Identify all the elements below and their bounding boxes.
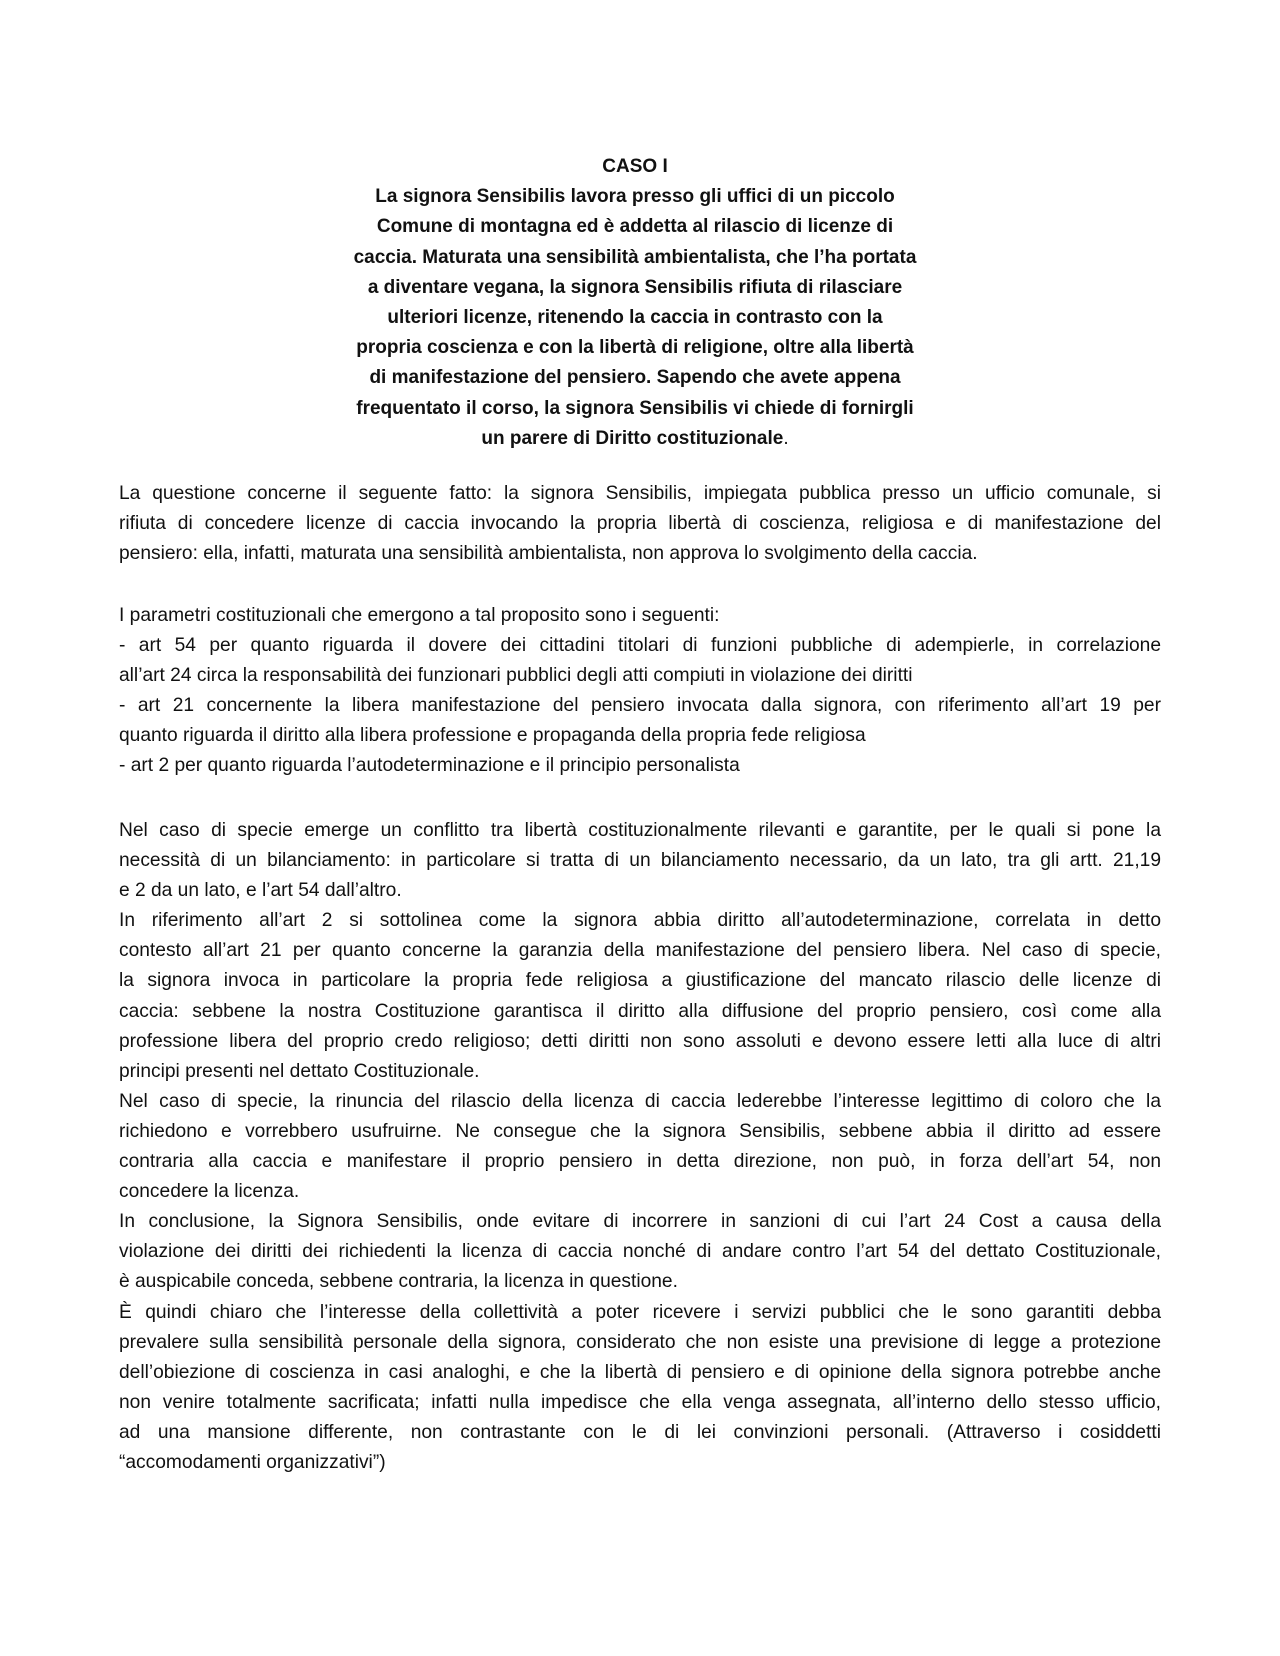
text-line: contesto all’art 21 per quanto concerne la garanzia della manifestazione del pensiero libera. Nel caso di specie,	[119, 940, 1161, 962]
text-line: ad una mansione differente, non contrastante con le di lei convinzioni personali. (Attraverso i cosiddetti	[119, 1421, 1161, 1443]
list-item-line: - art 21 concernente la libera manifestazione del pensiero invocata dalla signora, con riferimento all’art 19 per	[119, 695, 1161, 717]
text-line: dell’obiezione di coscienza in casi analoghi, e che la libertà di pensiero e di opinione della signora potrebbe anche	[119, 1361, 1161, 1383]
case-statement-period: .	[783, 427, 789, 449]
case-statement	[330, 152, 940, 454]
text-line: La questione concerne il seguente fatto: la signora Sensibilis, impiegata pubblica presso un ufficio comunale, si	[119, 483, 1161, 504]
text-line: prevalere sulla sensibilità personale della signora, considerato che non esiste una previsione di legge a protezione	[119, 1331, 1161, 1353]
text-line: Nel caso di specie emerge un conflitto tra libertà costituzionalmente rilevanti e garantite, per le quali si pone la	[119, 820, 1161, 841]
text-line: violazione dei diritti dei richiedenti la licenza di caccia nonché di andare contro l’art 54 del dettato Costituzionale,	[119, 1241, 1161, 1263]
case-statement-line: Comune di montagna ed è addetta al rilascio di licenze di	[376, 216, 894, 238]
text-line: rifiuta di concedere licenze di caccia invocando la propria libertà di coscienza, religiosa e di manifestazione del	[119, 513, 1161, 535]
case-title: CASO I	[602, 156, 668, 177]
text-line: contraria alla caccia e manifestare il proprio pensiero in detta direzione, non può, in forza dell’art 54, non	[119, 1151, 1161, 1173]
text-line: principi presenti nel dettato Costituzionale.	[119, 1060, 480, 1082]
paragraph-analisi	[119, 816, 1161, 1478]
text-line: non venire totalmente sacrificata; infatti nulla impedisce che ella venga assegnata, all’interno dello stesso ufficio,	[119, 1391, 1161, 1413]
list-item-line: - art 54 per quanto riguarda il dovere dei cittadini titolari di funzioni pubbliche di adempierle, in correlazione	[119, 635, 1161, 657]
text-line: I parametri costituzionali che emergono a tal proposito sono i seguenti:	[119, 605, 720, 626]
list-item-line: quanto riguarda il diritto alla libera professione e propaganda della propria fede religiosa	[119, 725, 866, 747]
text-line: pensiero: ella, infatti, maturata una sensibilità ambientalista, non approva lo svolgimento della caccia.	[119, 543, 978, 565]
text-line: professione libera del proprio credo religioso; detti diritti non sono assoluti e devono essere letti alla luce di altri	[119, 1030, 1161, 1052]
case-statement-last-text: un parere di Diritto costituzionale	[481, 427, 784, 449]
case-statement-line: ulteriori licenze, ritenendo la caccia in contrasto con la	[387, 307, 883, 329]
case-statement-line: a diventare vegana, la signora Sensibilis rifiuta di rilasciare	[367, 276, 903, 298]
case-statement-line: frequentato il corso, la signora Sensibilis vi chiede di fornirgli	[356, 397, 914, 419]
list-item-line: - art 2 per quanto riguarda l’autodeterminazione e il principio personalista	[119, 755, 740, 777]
text-line: la signora invoca in particolare la propria fede religiosa a giustificazione del mancato rilascio delle licenze di	[119, 970, 1161, 992]
text-line: “accomodamenti organizzativi”)	[119, 1451, 386, 1473]
case-statement-line: di manifestazione del pensiero. Sapendo che avete appena	[369, 367, 901, 389]
text-line: In conclusione, la Signora Sensibilis, onde evitare di incorrere in sanzioni di cui l’art 24 Cost a causa della	[119, 1211, 1161, 1233]
paragraph-parametri	[119, 601, 1161, 782]
text-line: In riferimento all’art 2 si sottolinea come la signora abbia diritto all’autodeterminazione, correlata in detto	[119, 910, 1161, 932]
text-line: caccia: sebbene la nostra Costituzione garantisca il diritto alla diffusione del proprio pensiero, così come alla	[119, 1000, 1161, 1022]
case-statement-line: propria coscienza e con la libertà di religione, oltre alla libertà	[356, 337, 914, 359]
paragraph-fatto	[119, 479, 1161, 569]
text-line: necessità di un bilanciamento: in particolare si tratta di un bilanciamento necessario, da un lato, tra gli artt. 21,19	[119, 850, 1161, 872]
list-item-line: all’art 24 circa la responsabilità dei funzionari pubblici degli atti compiuti in violazione dei diritti	[119, 665, 913, 687]
text-line: e 2 da un lato, e l’art 54 dall’altro.	[119, 880, 402, 902]
text-line: richiedono e vorrebbero usufruirne. Ne consegue che la signora Sensibilis, sebbene abbia il diritto ad essere	[119, 1120, 1161, 1142]
case-statement-last-line	[330, 424, 940, 454]
case-statement-line: La signora Sensibilis lavora presso gli uffici di un piccolo	[375, 186, 895, 208]
case-statement-line: caccia. Maturata una sensibilità ambientalista, che l’ha portata	[353, 246, 917, 268]
text-line: concedere la licenza.	[119, 1181, 300, 1203]
text-line: è auspicabile conceda, sebbene contraria, la licenza in questione.	[119, 1271, 678, 1293]
text-line: Nel caso di specie, la rinuncia del rilascio della licenza di caccia lederebbe l’interesse legittimo di coloro che la	[119, 1090, 1161, 1112]
text-line: È quindi chiaro che l’interesse della collettività a poter ricevere i servizi pubblici che le sono garantiti debba	[119, 1301, 1161, 1323]
